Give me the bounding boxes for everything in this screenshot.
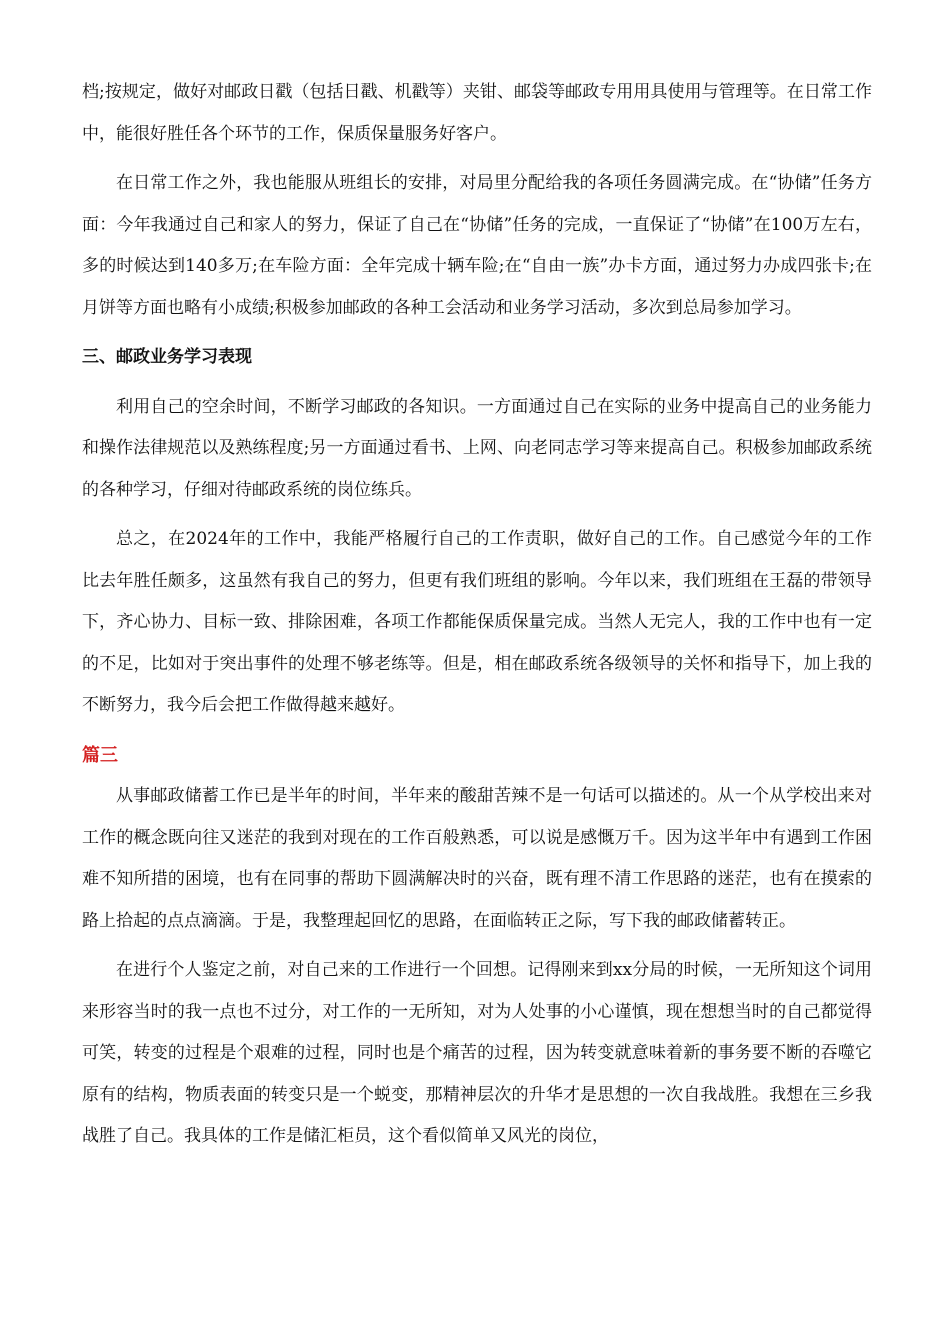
section-heading-study: 三、邮政业务学习表现 <box>82 347 252 367</box>
section-title-part-three: 篇三 <box>82 744 118 766</box>
paragraph-study: 利用自己的空余时间，不断学习邮政的各知识。一方面通过自己在实际的业务中提高自己的业务能力和操作法律规范以及熟练程度;另一方面通过看书、上网、向老同志学习等来提高自己。积极参加邮政系统的各种学习，仔细对待邮政系统的岗位练兵。 <box>82 396 872 500</box>
paragraph-continued: 档;按规定，做好对邮政日戳（包括日戳、机戳等）夹钳、邮袋等邮政专用用具使用与管理等。在日常工作中，能很好胜任各个环节的工作，保质保量服务好客户。 <box>82 82 872 144</box>
paragraph-self-review: 在进行个人鉴定之前，对自己来的工作进行一个回想。记得刚来到xx分局的时候，一无所知这个词用来形容当时的我一点也不过分，对工作的一无所知，对为人处事的小心谨慎，现在想想当时的自己都觉得可笑，转变的过程是个艰难的过程，同时也是个痛苦的过程，因为转变就意味着新的事务要不断的吞噬它原有的结构，物质表面的转变只是一个蜕变，那精神层次的升华才是思想的一次自我战胜。我想在三乡我战胜了自己。我具体的工作是储汇柜员，这个看似简单又风光的岗位， <box>82 960 872 1146</box>
paragraph-other-tasks: 在日常工作之外，我也能服从班组长的安排，对局里分配给我的各项任务圆满完成。在“协储”任务方面：今年我通过自己和家人的努力，保证了自己在“协储”任务的完成，一直保证了“协储”在100万左右，多的时候达到140多万;在车险方面：全年完成十辆车险;在“自由一族”办卡方面，通过努力办成四张卡;在月饼等方面也略有小成绩;积极参加邮政的各种工会活动和业务学习活动，多次到总局参加学习。 <box>82 173 872 318</box>
paragraph-summary: 总之，在2024年的工作中，我能严格履行自己的工作责职，做好自己的工作。自己感觉今年的工作比去年胜任颇多，这虽然有我自己的努力，但更有我们班组的影响。今年以来，我们班组在王磊的带领导下，齐心协力、目标一致、排除困难，各项工作都能保质保量完成。当然人无完人，我的工作中也有一定的不足，比如对于突出事件的处理不够老练等。但是，相在邮政系统各级领导的关怀和指导下，加上我的不断努力，我今后会把工作做得越来越好。 <box>82 529 872 715</box>
paragraph-intro-part-three: 从事邮政储蓄工作已是半年的时间，半年来的酸甜苦辣不是一句话可以描述的。从一个从学校出来对工作的概念既向往又迷茫的我到对现在的工作百般熟悉，可以说是感慨万千。因为这半年中有遇到工作困难不知所措的困境，也有在同事的帮助下圆满解决时的兴奋，既有理不清工作思路的迷茫，也有在摸索的路上拾起的点点滴滴。于是，我整理起回忆的思路，在面临转正之际，写下我的邮政储蓄转正。 <box>82 786 872 931</box>
document-page <box>82 72 872 1158</box>
